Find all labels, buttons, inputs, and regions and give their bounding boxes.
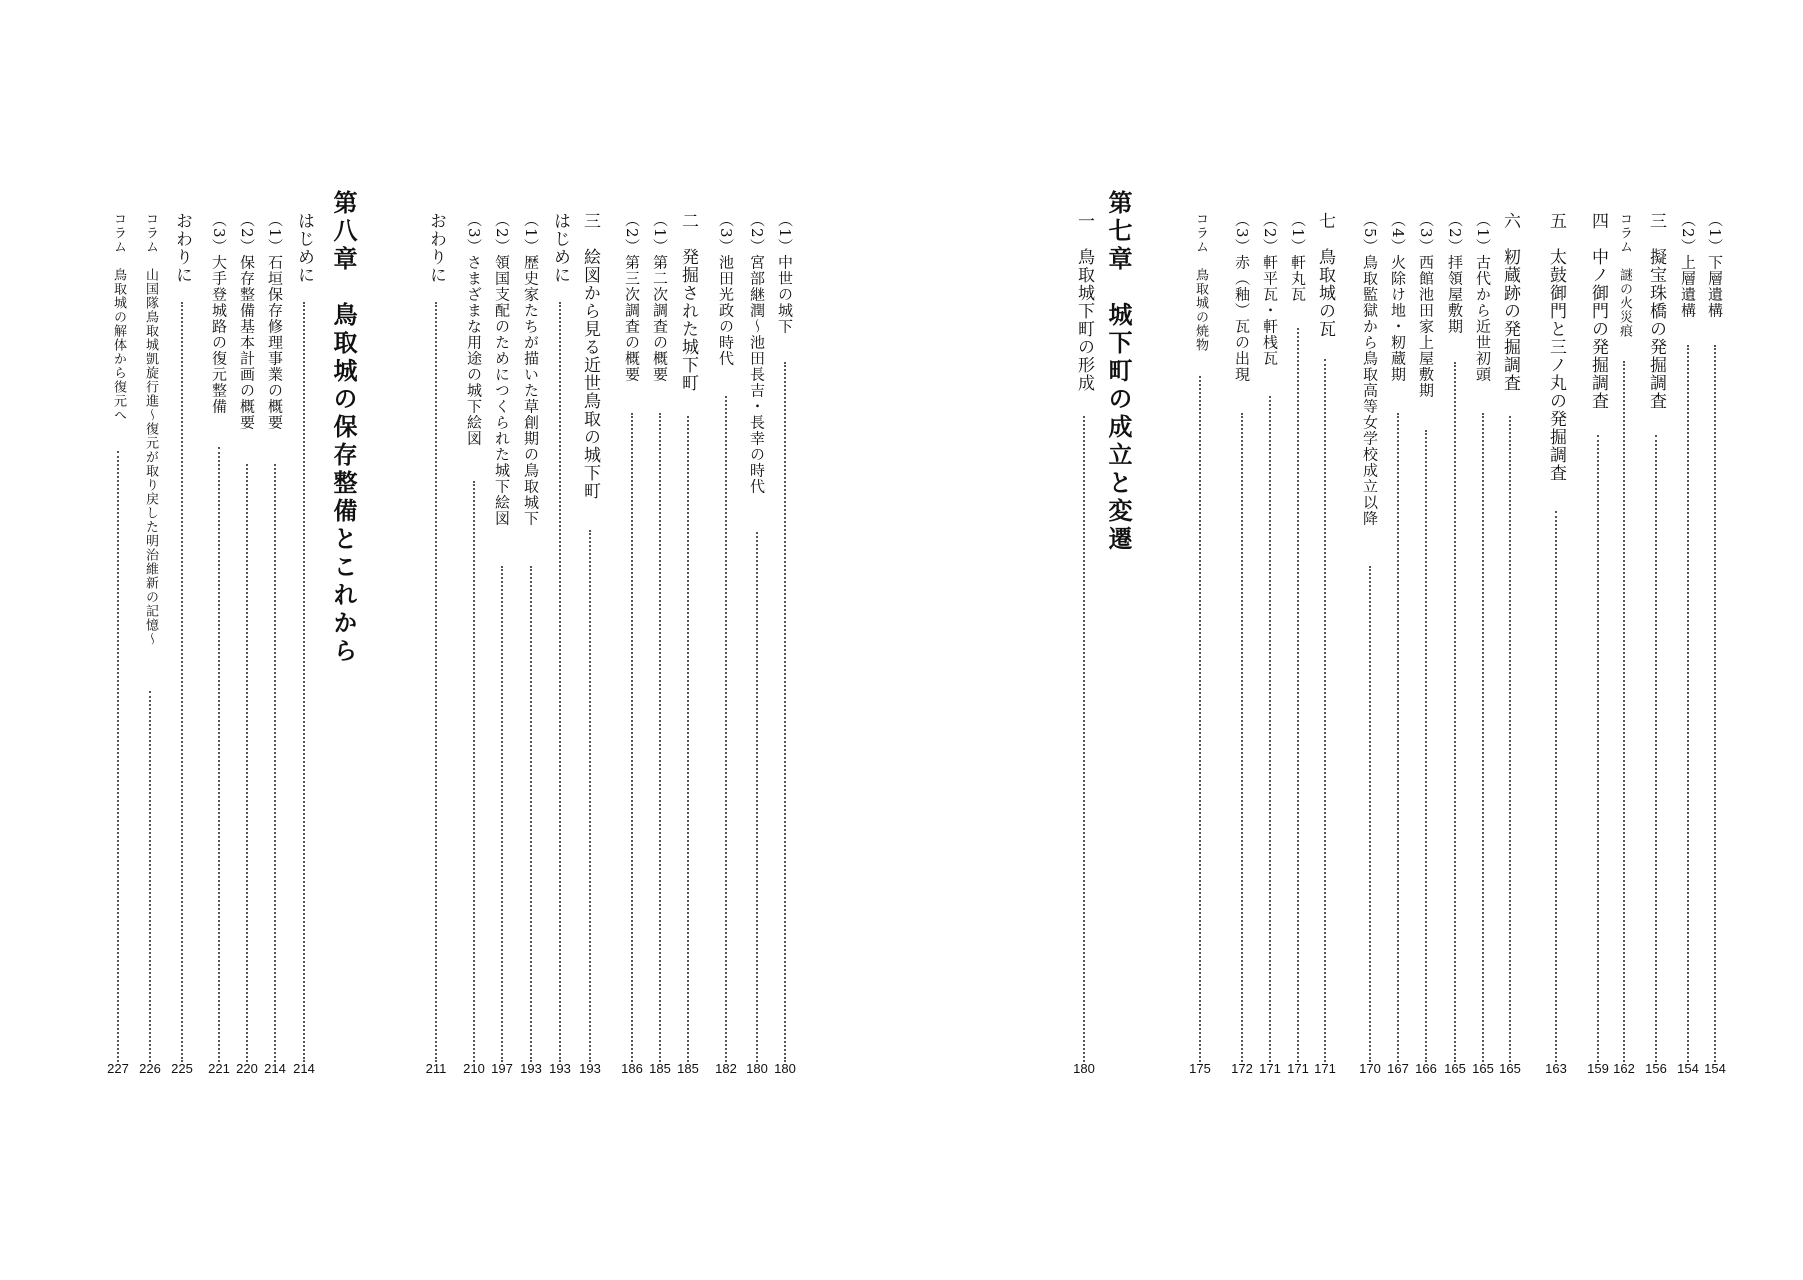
toc-entry-title: 二 発掘された城下町 [678,212,698,392]
toc-page-number: 214 [264,1061,286,1076]
dotted-leader [631,413,633,1062]
dotted-leader [1482,413,1484,1062]
dotted-leader [1324,359,1326,1062]
toc-page-number: 154 [1677,1061,1699,1076]
toc-entry-title: 六 籾蔵跡の発掘調査 [1500,212,1520,392]
dotted-leader [1623,361,1625,1062]
dotted-leader [1597,435,1599,1062]
dotted-leader [1714,345,1716,1062]
toc-entry-title: はじめに [294,212,314,284]
toc-page-number: 167 [1387,1061,1409,1076]
toc-entry-title: （2）軒平瓦・軒桟瓦 [1261,212,1279,367]
dotted-leader [1425,430,1427,1062]
toc-entry-title: （1）歴史家たちが描いた草創期の鳥取城下 [522,212,540,527]
dotted-leader [1555,511,1557,1062]
dotted-leader [117,451,119,1062]
toc-page-number: 156 [1645,1061,1667,1076]
toc-entry-title: コラム 謎の火災痕 [1617,212,1632,338]
toc-entry-title: （2）保存整備基本計画の概要 [238,212,256,431]
toc-page-number: 180 [774,1061,796,1076]
dotted-leader [1297,328,1299,1062]
toc-page-number: 172 [1231,1061,1253,1076]
toc-page-number: 226 [139,1061,161,1076]
toc-page-number: 193 [549,1061,571,1076]
dotted-leader [659,413,661,1062]
toc-page-number: 211 [425,1061,447,1076]
toc-entry-title: 七 鳥取城の瓦 [1315,212,1335,338]
toc-page-number: 175 [1189,1061,1211,1076]
toc-page-number: 180 [746,1061,768,1076]
toc-entry-title: （5）鳥取監獄から鳥取高等女学校成立以降 [1361,212,1379,527]
toc-page-number: 214 [293,1061,315,1076]
toc-entry-title: 第八章 鳥取城の保存整備とこれから [329,190,358,666]
toc-entry-title: （1）軒丸瓦 [1289,212,1307,303]
dotted-leader [274,464,276,1062]
dotted-leader [589,530,591,1062]
toc-page-number: 171 [1314,1061,1336,1076]
toc-entry-title: （2）上層遺構 [1679,212,1697,319]
toc-entry-title: （1）石垣保存修理事業の概要 [266,212,284,431]
dotted-leader [1083,416,1085,1062]
toc-entry-title: 三 擬宝珠橋の発掘調査 [1646,212,1666,410]
dotted-leader [1199,376,1201,1062]
dotted-leader [1369,566,1371,1062]
toc-page-number: 154 [1704,1061,1726,1076]
toc-entry-title: （3）大手登城路の復元整備 [210,212,228,415]
toc-page-number: 193 [520,1061,542,1076]
dotted-leader [784,362,786,1062]
toc-page-number: 185 [649,1061,671,1076]
dotted-leader [756,532,758,1062]
toc-page-number: 193 [579,1061,601,1076]
toc-page-number: 220 [236,1061,258,1076]
toc-page-number: 163 [1545,1061,1567,1076]
toc-page-number: 197 [491,1061,513,1076]
toc-page-number: 180 [1073,1061,1095,1076]
toc-page-number: 221 [208,1061,230,1076]
toc-entry-title: （3）赤（釉）瓦の出現 [1233,212,1251,383]
toc-entry-title: 一 鳥取城下町の形成 [1074,212,1094,392]
dotted-leader [435,302,437,1062]
toc-entry-title: （1）第二次調査の概要 [651,212,669,383]
toc-entry-title: 四 中ノ御門の発掘調査 [1588,212,1608,410]
dotted-leader [246,464,248,1062]
toc-entry-title: おわりに [426,212,446,284]
toc-page-number: 170 [1359,1061,1381,1076]
toc-entry-title: コラム 山国隊鳥取城凱旋行進～復元が取り戻した明治維新の記憶～ [143,212,158,646]
toc-entry-title: コラム 鳥取城の解体から復元へ [111,212,126,422]
toc-page-number: 227 [107,1061,129,1076]
toc-page-number: 186 [621,1061,643,1076]
toc-page-number: 165 [1499,1061,1521,1076]
toc-entry-title: （1）古代から近世初頭 [1474,212,1492,383]
toc-entry-title: おわりに [172,212,192,284]
toc-page-number: 225 [171,1061,193,1076]
toc-page-number: 210 [463,1061,485,1076]
toc-entry-title: （3）池田光政の時代 [717,212,735,367]
toc-page-number: 165 [1472,1061,1494,1076]
dotted-leader [687,416,689,1062]
dotted-leader [1687,345,1689,1062]
toc-entry-title: （2）第三次調査の概要 [623,212,641,383]
toc-entry-title: 三 絵図から見る近世鳥取の城下町 [580,212,600,500]
toc-page-number: 171 [1259,1061,1281,1076]
dotted-leader [1241,413,1243,1062]
toc-entry-title: 第七章 城下町の成立と変遷 [1104,190,1133,554]
dotted-leader [1269,396,1271,1062]
toc-page-number: 171 [1287,1061,1309,1076]
toc-entry-title: （1）下層遺構 [1706,212,1724,319]
dotted-leader [1397,413,1399,1062]
toc-page-number: 182 [715,1061,737,1076]
dotted-leader [1655,435,1657,1062]
toc-page-number: 162 [1613,1061,1635,1076]
toc-entry-title: （3）西館池田家上屋敷期 [1417,212,1435,399]
dotted-leader [1454,362,1456,1062]
dotted-leader [181,302,183,1062]
dotted-leader [473,481,475,1062]
toc-entry-title: （1）中世の城下 [776,212,794,335]
dotted-leader [218,447,220,1062]
toc-entry-title: （3）さまざまな用途の城下絵図 [465,212,483,447]
toc-entry-title: （2）領国支配のためにつくられた城下絵図 [493,212,511,527]
toc-page-number: 159 [1587,1061,1609,1076]
dotted-leader [303,302,305,1062]
dotted-leader [725,396,727,1062]
toc-entry-title: コラム 鳥取城の焼物 [1193,212,1208,352]
toc-entry-title: （2）宮部継潤～池田長吉・長幸の時代 [748,212,766,495]
dotted-leader [530,566,532,1062]
toc-entry-title: はじめに [550,212,570,284]
toc-page-number: 165 [1444,1061,1466,1076]
toc-entry-title: （4）火除け地・籾蔵期 [1389,212,1407,383]
toc-page-number: 185 [677,1061,699,1076]
toc-page-number: 166 [1415,1061,1437,1076]
dotted-leader [1509,416,1511,1062]
toc-entry-title: （2）拝領屋敷期 [1446,212,1464,335]
dotted-leader [559,302,561,1062]
dotted-leader [149,691,151,1062]
toc-entry-title: 五 太鼓御門と三ノ丸の発掘調査 [1546,212,1566,482]
dotted-leader [501,566,503,1062]
